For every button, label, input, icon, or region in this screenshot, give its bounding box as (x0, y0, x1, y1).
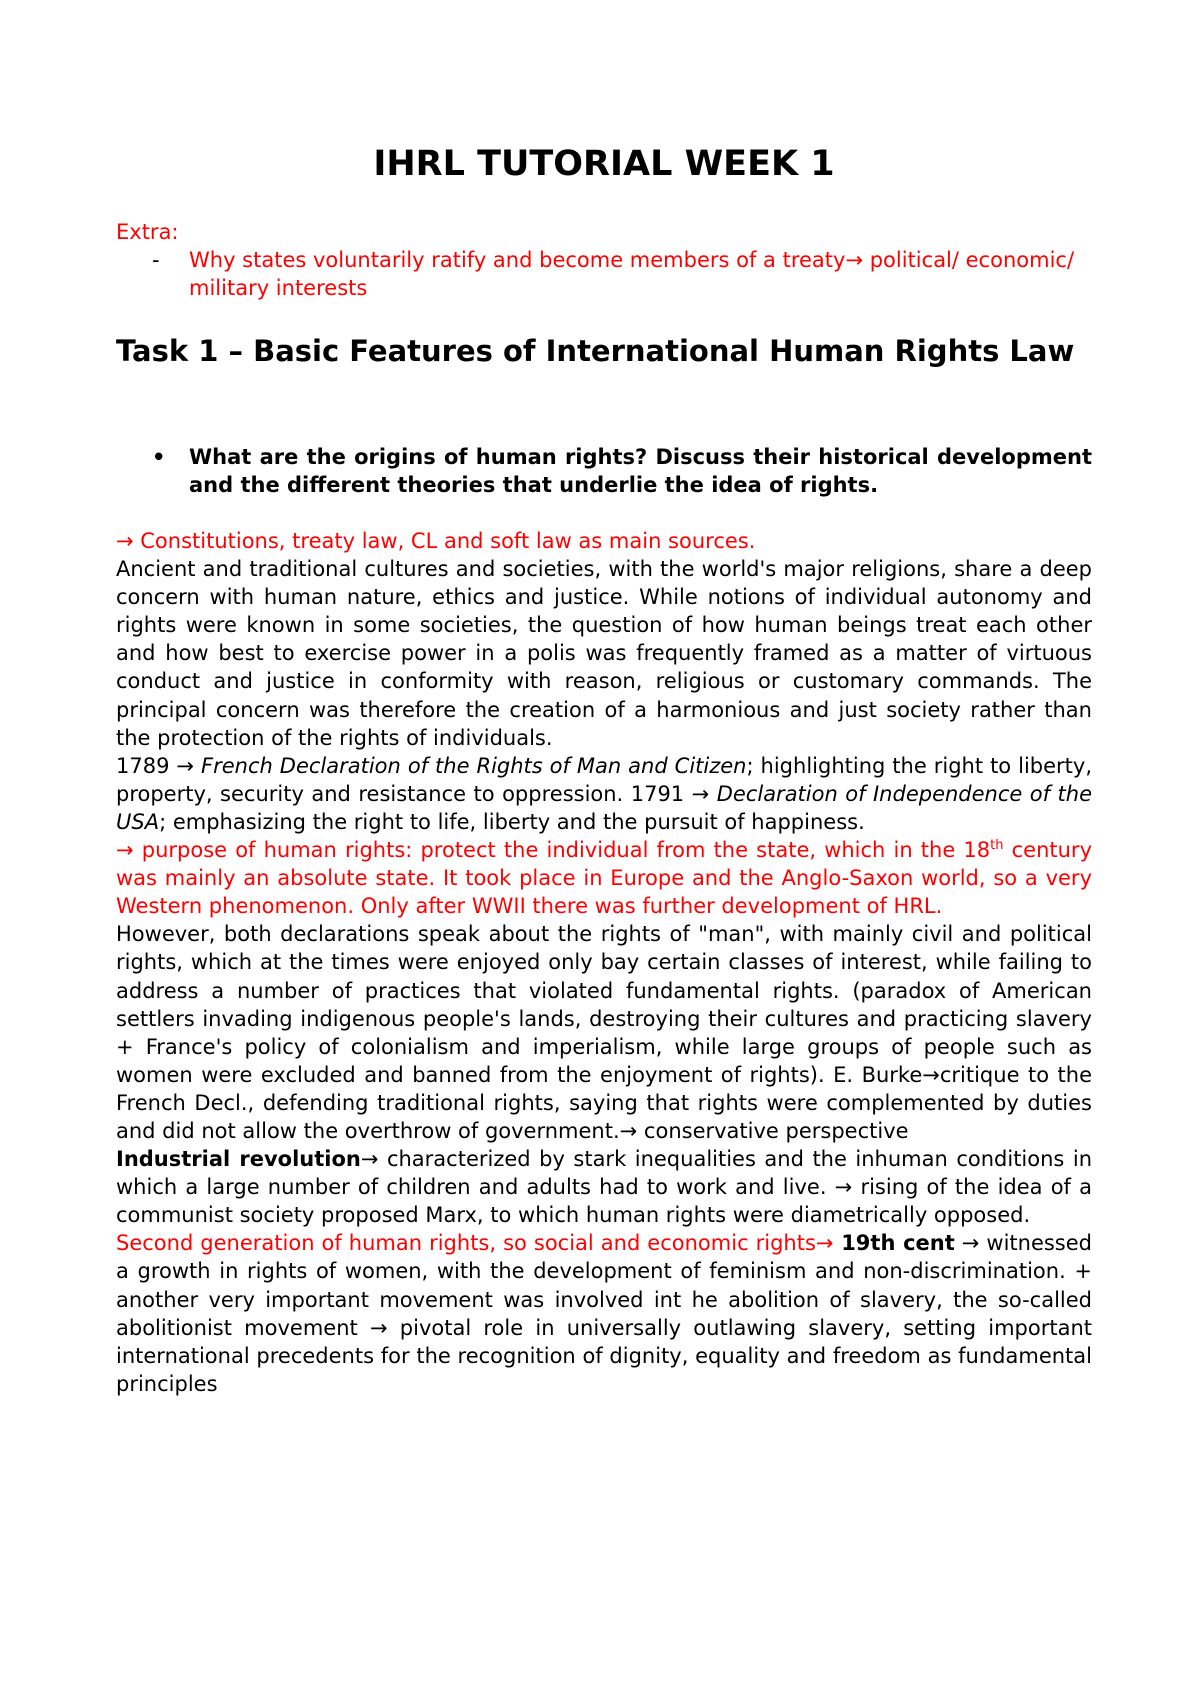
paragraph-industrial (116, 1145, 1092, 1229)
body-text (116, 527, 1092, 1398)
page-title: IHRL TUTORIAL WEEK 1 (373, 144, 835, 184)
paragraph-criticism: However, both declarations speak about the rights of "man", with mainly civil and political rights, which at the times were enjoyed only bay certain classes of interest, while failing to address a number of practices that violated fundamental rights. (paradox of American settlers invading indigenous people's lands, destroying their cultures and practicing slavery + France's policy of colonialism and imperialism, while large groups of people such as women were excluded and banned from the enjoyment of rights). E. Burke→critique to the French Decl., defending traditional rights, saying that rights were complemented by duties and did not allow the overthrow of government.→ conservative perspective (116, 922, 1092, 1143)
declaration-1791-text: ; emphasizing the right to life, liberty and the pursuit of happiness. (159, 809, 865, 834)
purpose-text-a: → purpose of human rights: protect the individual from the state, which in the 18 (116, 838, 991, 863)
industrial-revolution-term: Industrial revolution (116, 1147, 361, 1172)
purpose-text-b: century was mainly an absolute state. It took place in Europe and the Anglo-Saxon world, so a very Western phenomenon. Only after WWII there was further development of HRL. (116, 838, 1092, 919)
ordinal-suffix: th (990, 838, 1004, 854)
extra-list (116, 246, 1092, 302)
paragraph-second-generation (116, 1229, 1092, 1398)
second-generation-text: → witnessed a growth in rights of women, with the development of feminism and non-discrimination. + another very important movement was involved int he abolition of slavery, the so-called abolitionist movement → pivotal role in universally outlawing slavery, setting important international precedents for the recognition of dignity, equality and freedom as fundamental principles (116, 1231, 1092, 1396)
paragraph-declarations (116, 752, 1092, 836)
list-dash: - (152, 248, 160, 272)
sources-note: → Constitutions, treaty law, CL and soft law as main sources. (116, 529, 756, 553)
extra-label: Extra: (116, 220, 179, 244)
paragraph-purpose (116, 836, 1092, 920)
usa-declaration-title: Declaration of Independence of the USA (116, 781, 1092, 834)
bullet-icon: • (152, 445, 166, 469)
second-generation-label: Second generation of human rights, so social and economic rights→ (116, 1231, 834, 1256)
paragraph-ancient-cultures: Ancient and traditional cultures and societies, with the world's major religions, share a deep concern with human nature, ethics and justice. While notions of individual autonomy and rights were known in some societies, the question of how human beings treat each other and how best to exercise power in a polis was frequently framed as a matter of virtuous conduct and justice in conformity with reason, religious or customary commands. The principal concern was therefore the creation of a harmonious and just society rather than the protection of the rights of individuals. (116, 557, 1092, 750)
question-text: What are the origins of human rights? Discuss their historical development and the different theories that underlie the idea of rights. (189, 445, 1092, 497)
declaration-1789-text: ; highlighting the right to liberty, property, security and resistance to oppression. 1791 → (116, 753, 1093, 806)
task-heading: Task 1 – Basic Features of International Human Rights Law (116, 334, 1075, 368)
extra-item: Why states voluntarily ratify and become members of a treaty→ political/ economic/ military interests (189, 248, 1075, 300)
industrial-text: → characterized by stark inequalities and the inhuman conditions in which a large number of children and adults had to work and live. → rising of the idea of a communist society proposed Marx, to which human rights were diametrically opposed. (116, 1147, 1093, 1228)
nineteenth-century-term: 19th cent (833, 1231, 955, 1256)
french-declaration-title: French Declaration of the Rights of Man and Citizen (201, 753, 747, 778)
declaration-1789-prefix: 1789 → (116, 753, 201, 778)
question-item (116, 443, 1092, 499)
